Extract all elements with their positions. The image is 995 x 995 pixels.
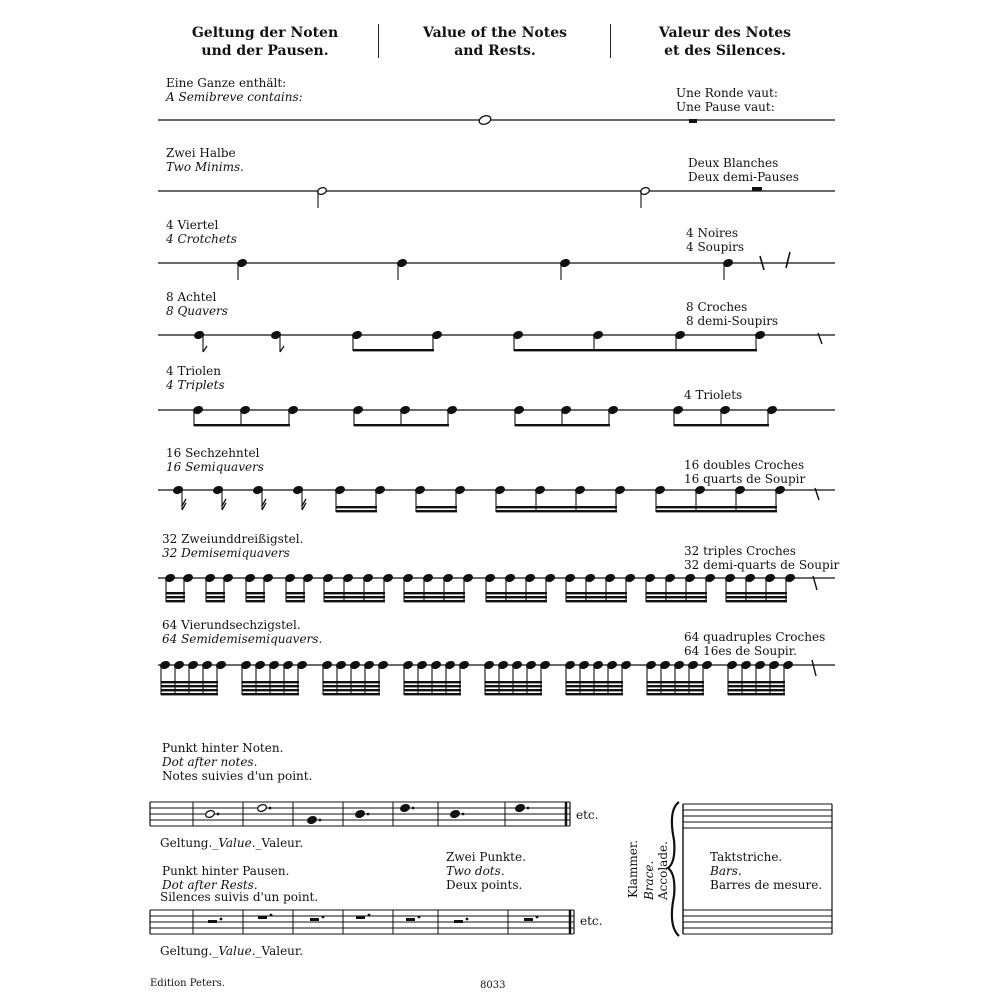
geltung-label-2 [160, 944, 303, 958]
eighth-flag-1 [280, 346, 284, 352]
dotted-note-dot-0 [217, 813, 220, 816]
row-7-french-rest: 64 16es de Soupir. [684, 644, 797, 658]
hemidemisemiquaver-rest [812, 660, 816, 676]
dotted-rest-1 [258, 916, 267, 919]
dotted-note-dot-5 [462, 813, 465, 816]
hemidemisemiquaver-group-3-beam-3 [404, 681, 461, 683]
dotted-rest-dot-3 [368, 914, 371, 917]
hemidemisemiquaver-group-6-beam-1 [647, 689, 704, 691]
geltung-en-1: Value. [218, 836, 256, 850]
demisemiquaver-group-2-beam-1 [246, 596, 265, 598]
row-6-french-rest: 32 demi-quarts de Soupir [684, 558, 840, 572]
row-1-french-note: Deux Blanches [688, 156, 779, 170]
sixteenth-four-2-beam-1 [656, 506, 777, 508]
dotted-rest-dot-6 [536, 916, 539, 919]
triplet-3-beam-0 [515, 424, 610, 426]
row-3-french-rest: 8 demi-Soupirs [686, 314, 779, 328]
dotted-rest-3 [356, 916, 365, 919]
dot-rests-german: Punkt hinter Pausen. [162, 864, 290, 878]
hemidemisemiquaver-group-3-beam-0 [404, 693, 461, 695]
demisemiquaver-group-2-beam-2 [246, 592, 265, 594]
demisemiquaver-group-6-beam-2 [486, 592, 547, 594]
geltung-fr-2: _Valeur. [255, 944, 304, 958]
row-5-german: 16 Sechzehntel [166, 446, 260, 460]
demisemiquaver-group-5-beam-2 [404, 592, 465, 594]
demisemiquaver-group-7-beam-0 [566, 600, 627, 602]
sixteenth-four-2-beam-0 [656, 510, 777, 512]
demisemiquaver-group-8-beam-2 [646, 592, 707, 594]
header-french-line1: Valeur des Notes [658, 25, 792, 41]
hemidemisemiquaver-group-1-beam-2 [242, 685, 299, 687]
demisemiquaver-group-0-beam-0 [166, 600, 185, 602]
hemidemisemiquaver-group-3-beam-2 [404, 685, 461, 687]
demisemiquaver-group-3-beam-2 [286, 592, 305, 594]
two-dots-german: Zwei Punkte. [446, 850, 526, 864]
sixteenth-pair-2-beam-0 [416, 510, 457, 512]
header-french-line2: et des Silences. [664, 43, 786, 59]
hemidemisemiquaver-group-3-beam-1 [404, 689, 461, 691]
dotted-rest-dot-1 [270, 914, 273, 917]
row-7-english: 64 Semidemisemiquavers. [162, 632, 323, 646]
footer-plate-number: 8033 [480, 980, 506, 991]
demisemiquaver-group-9-beam-2 [726, 592, 787, 594]
row-3-german: 8 Achtel [166, 290, 217, 304]
hemidemisemiquaver-group-2-beam-1 [323, 689, 380, 691]
geltung-label-1 [160, 836, 303, 850]
demisemiquaver-group-1-beam-2 [206, 592, 225, 594]
hemidemisemiquaver-group-0-beam-3 [161, 681, 218, 683]
dot-rests-english: Dot after Rests. [162, 878, 258, 892]
demisemiquaver-group-4-beam-2 [324, 592, 385, 594]
dot-notes-german: Punkt hinter Noten. [162, 741, 284, 755]
hemidemisemiquaver-group-1-beam-0 [242, 693, 299, 695]
row-7-german: 64 Vierundsechzigstel. [162, 618, 301, 632]
dotted-note-0 [205, 809, 216, 818]
row-1-english: Two Minims. [166, 160, 244, 174]
dot-notes-french: Notes suivies d'un point. [162, 769, 313, 783]
row-4-english: 4 Triplets [166, 378, 225, 392]
demisemiquaver-group-9-beam-1 [726, 596, 787, 598]
hemidemisemiquaver-group-7-beam-1 [728, 689, 785, 691]
demisemiquaver-group-4-beam-0 [324, 600, 385, 602]
brace-french: Accolade. [656, 841, 670, 900]
whole-note [478, 114, 492, 126]
geltung-de-2: Geltung._ [160, 944, 219, 958]
sixteenth-four-1-beam-1 [496, 506, 617, 508]
hemidemisemiquaver-group-1-beam-1 [242, 689, 299, 691]
dotted-note-dot-6 [527, 807, 530, 810]
bars-german: Taktstriche. [710, 850, 783, 864]
dotted-rest-dot-0 [220, 918, 223, 921]
row-7-french-note: 64 quadruples Croches [684, 630, 826, 644]
row-2-english: 4 Crotchets [166, 232, 237, 246]
eighth-pair-beam-0 [353, 349, 434, 351]
hemidemisemiquaver-group-6-beam-2 [647, 685, 704, 687]
hemidemisemiquaver-group-6-beam-3 [647, 681, 704, 683]
dotted-note-2 [307, 815, 318, 824]
dot-rests-french: Silences suivis d'un point. [160, 890, 319, 904]
header-english-line2: and Rests. [454, 43, 536, 59]
hemidemisemiquaver-group-2-beam-2 [323, 685, 380, 687]
hemidemisemiquaver-group-4-beam-1 [485, 689, 542, 691]
demisemiquaver-group-7-beam-1 [566, 596, 627, 598]
demisemiquaver-group-7-beam-2 [566, 592, 627, 594]
dotted-rest-dot-5 [466, 918, 469, 921]
dotted-rest-2 [310, 918, 319, 921]
demisemiquaver-group-1-beam-1 [206, 596, 225, 598]
demisemiquaver-group-4-beam-1 [324, 596, 385, 598]
demisemiquaver-group-3-beam-0 [286, 600, 305, 602]
hemidemisemiquaver-group-0-beam-0 [161, 693, 218, 695]
row-3-french-note: 8 Croches [686, 300, 748, 314]
row-0-german: Eine Ganze enthält: [166, 76, 287, 90]
two-dots-english: Two dots. [446, 864, 505, 878]
whole-rest [689, 119, 697, 123]
triplet-4-beam-0 [674, 424, 769, 426]
dotted-note-dot-1 [269, 807, 272, 810]
demisemiquaver-group-5-beam-1 [404, 596, 465, 598]
row-4-german: 4 Triolen [166, 364, 221, 378]
dotted-note-dot-2 [319, 819, 322, 822]
quarter-rest-2 [786, 252, 790, 268]
demisemiquaver-group-9-beam-0 [726, 600, 787, 602]
demisemiquaver-group-5-beam-0 [404, 600, 465, 602]
row-5-french-note: 16 doubles Croches [684, 458, 805, 472]
row-0-english: A Semibreve contains: [166, 90, 303, 104]
row-3-english: 8 Quavers [166, 304, 228, 318]
dotted-note-1 [257, 803, 268, 812]
sixteenth-pair-2-beam-1 [416, 506, 457, 508]
header-english-line1: Value of the Notes [423, 25, 567, 41]
hemidemisemiquaver-group-2-beam-0 [323, 693, 380, 695]
row-4-french-note: 4 Triolets [684, 388, 743, 402]
dotted-note-4 [400, 803, 411, 812]
bars-english: Bars. [710, 864, 742, 878]
demisemiquaver-group-0-beam-1 [166, 596, 185, 598]
brace-english: Brace. [642, 860, 656, 900]
demisemiquaver-group-6-beam-1 [486, 596, 547, 598]
dotted-note-5 [450, 809, 461, 818]
row-2-german: 4 Viertel [166, 218, 219, 232]
footer-publisher: Edition Peters. [150, 978, 225, 989]
row-1-german: Zwei Halbe [166, 146, 236, 160]
dot-notes-english: Dot after notes. [162, 755, 258, 769]
hemidemisemiquaver-group-5-beam-3 [566, 681, 623, 683]
two-dots-french: Deux points. [446, 878, 523, 892]
demisemiquaver-group-2-beam-0 [246, 600, 265, 602]
eighth-flag-0 [203, 346, 207, 352]
header-german-line2: und der Pausen. [201, 43, 329, 59]
demisemiquaver-group-8-beam-1 [646, 596, 707, 598]
hemidemisemiquaver-group-4-beam-2 [485, 685, 542, 687]
geltung-de-1: Geltung._ [160, 836, 219, 850]
geltung-fr-1: _Valeur. [255, 836, 304, 850]
row-5-french-rest: 16 quarts de Soupir [684, 472, 806, 486]
triplet-2-beam-0 [354, 424, 449, 426]
half-rest [752, 187, 762, 191]
hemidemisemiquaver-group-0-beam-2 [161, 685, 218, 687]
dotted-rest-6 [524, 918, 533, 921]
brace-german: Klammer. [626, 839, 640, 898]
bars-french: Barres de mesure. [710, 878, 823, 892]
hemidemisemiquaver-group-7-beam-3 [728, 681, 785, 683]
dotted-note-3 [355, 809, 366, 818]
hemidemisemiquaver-group-7-beam-0 [728, 693, 785, 695]
dotted-rest-5 [454, 920, 463, 923]
dotted-rest-dot-4 [418, 916, 421, 919]
row-5-english: 16 Semiquavers [166, 460, 264, 474]
hemidemisemiquaver-group-2-beam-3 [323, 681, 380, 683]
header-german-line1: Geltung der Noten [191, 25, 339, 41]
dot-notes-etc: etc. [576, 808, 599, 822]
dotted-note-dot-3 [367, 813, 370, 816]
dotted-rest-dot-2 [322, 916, 325, 919]
demisemiquaver-group-0-beam-2 [166, 592, 185, 594]
sixteenth-pair-1-beam-1 [336, 506, 377, 508]
hemidemisemiquaver-group-5-beam-0 [566, 693, 623, 695]
row-6-english: 32 Demisemiquavers [162, 546, 290, 560]
dotted-note-6 [515, 803, 526, 812]
hemidemisemiquaver-group-7-beam-2 [728, 685, 785, 687]
demisemiquaver-group-1-beam-0 [206, 600, 225, 602]
geltung-en-2: Value. [218, 944, 256, 958]
hemidemisemiquaver-group-4-beam-3 [485, 681, 542, 683]
demisemiquaver-group-8-beam-0 [646, 600, 707, 602]
dotted-rest-0 [208, 920, 217, 923]
demisemiquaver-group-3-beam-1 [286, 596, 305, 598]
dot-rests-etc: etc. [580, 914, 603, 928]
row-6-french-note: 32 triples Croches [684, 544, 796, 558]
triplet-1-beam-0 [194, 424, 290, 426]
row-0-french-rest: Une Pause vaut: [676, 100, 775, 114]
row-0-french-note: Une Ronde vaut: [676, 86, 778, 100]
hemidemisemiquaver-group-1-beam-3 [242, 681, 299, 683]
dotted-note-dot-4 [412, 807, 415, 810]
sixteenth-pair-1-beam-0 [336, 510, 377, 512]
row-1-french-rest: Deux demi-Pauses [688, 170, 799, 184]
sixteenth-four-1-beam-0 [496, 510, 617, 512]
dotted-rest-4 [406, 918, 415, 921]
row-2-french-note: 4 Noires [686, 226, 739, 240]
hemidemisemiquaver-group-4-beam-0 [485, 693, 542, 695]
row-2-french-rest: 4 Soupirs [686, 240, 745, 254]
eighth-four-beam-0 [514, 349, 757, 351]
hemidemisemiquaver-group-5-beam-1 [566, 689, 623, 691]
hemidemisemiquaver-group-0-beam-1 [161, 689, 218, 691]
demisemiquaver-group-6-beam-0 [486, 600, 547, 602]
hemidemisemiquaver-group-5-beam-2 [566, 685, 623, 687]
hemidemisemiquaver-group-6-beam-0 [647, 693, 704, 695]
row-6-german: 32 Zweiunddreißigstel. [162, 532, 304, 546]
